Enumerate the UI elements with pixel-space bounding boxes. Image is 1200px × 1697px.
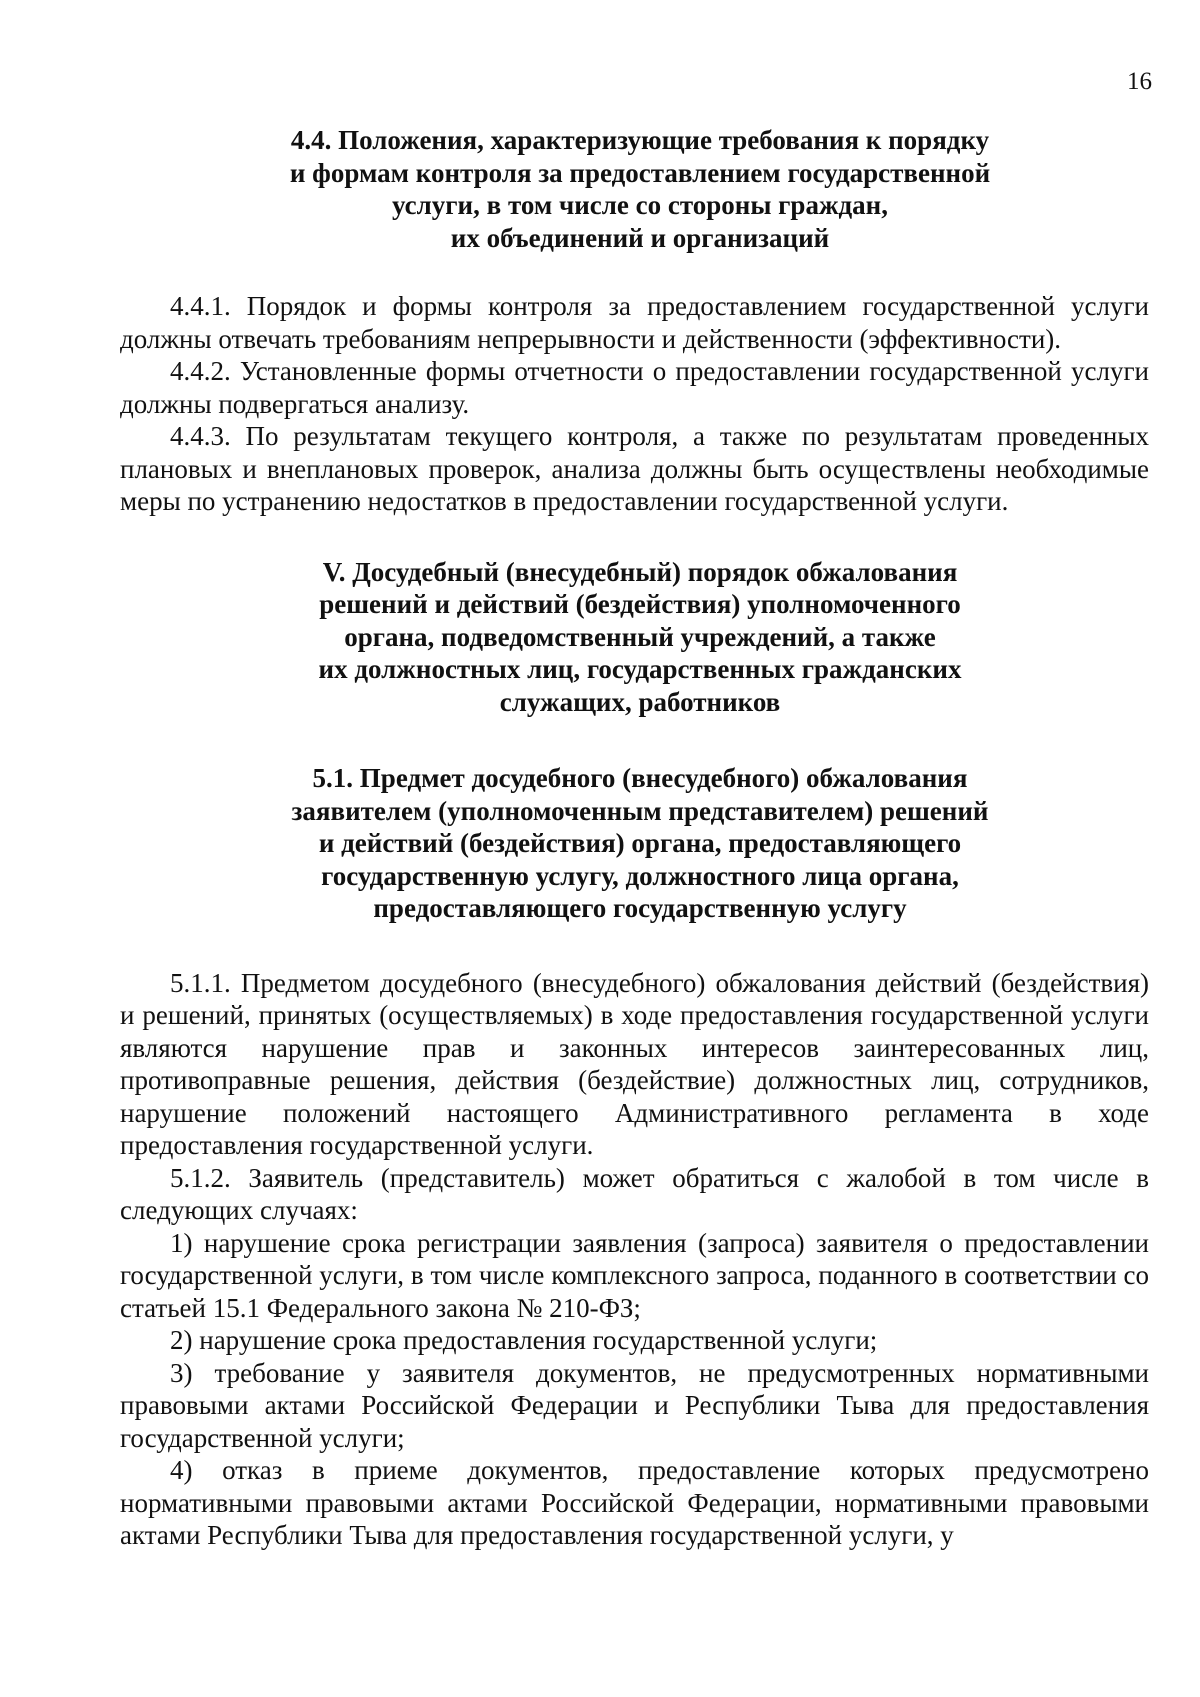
section-heading-4-4: [260, 124, 1020, 254]
heading-line: их объединений и организаций: [450, 222, 830, 253]
section-heading-V: [260, 556, 1020, 719]
heading-line: и формам контроля за предоставлением государственной: [289, 157, 991, 188]
heading-line: органа, подведомственный учреждений, а также: [344, 621, 936, 652]
paragraph-5-1-1: 5.1.1. Предметом досудебного (внесудебного) обжалования действий (бездействия) и решений, принятых (осуществляемых) в ходе предоставления государственной услуги являются нарушение прав и законных интересов заинтересованных лиц, противоправные решения, действия (бездействие) должностных лиц, сотрудников, нарушение положений настоящего Административного регламента в ходе предоставления государственной услуги.: [120, 967, 1149, 1160]
heading-line: и действий (бездействия) органа, предоставляющего: [318, 828, 962, 858]
heading-line: государственную услугу, должностного лица органа,: [321, 860, 959, 891]
heading-line: решений и действий (бездействия) уполномоченного: [319, 589, 961, 619]
heading-line: служащих, работников: [499, 686, 781, 717]
paragraph-4-4-3: 4.4.3. По результатам текущего контроля, а также по результатам проведенных плановых и внеплановых проверок, анализа должны быть осуществлены необходимые меры по устранению недостатков в предоставлении государственной услуги.: [120, 421, 1149, 516]
heading-line: предоставляющего государственную услугу: [373, 893, 907, 923]
heading-line: услуги, в том числе со стороны граждан,: [392, 190, 888, 220]
heading-line: их должностных лиц, государственных гражданских: [318, 654, 962, 684]
list-item-2: 2) нарушение срока предоставления государственной услуги;: [170, 1325, 878, 1355]
heading-line: V. Досудебный (внесудебный) порядок обжалования: [322, 556, 958, 587]
page-number: 16: [1127, 68, 1152, 95]
heading-line: 5.1. Предмет досудебного (внесудебного) обжалования: [312, 763, 968, 793]
paragraph-4-4-2: 4.4.2. Установленные формы отчетности о предоставлении государственной услуги должны подвергаться анализу.: [120, 356, 1149, 419]
paragraph-4-4-1: 4.4.1. Порядок и формы контроля за предоставлением государственной услуги должны отвечать требованиям непрерывности и действенности (эффективности).: [120, 291, 1149, 354]
paragraph-5-1-2: 5.1.2. Заявитель (представитель) может обратиться с жалобой в том числе в следующих случаях:: [120, 1162, 1149, 1225]
section-heading-5-1: [260, 762, 1020, 925]
page-content: [120, 124, 1149, 1552]
heading-line: 4.4. Положения, характеризующие требования к порядку: [290, 125, 990, 155]
list-item-1: 1) нарушение срока регистрации заявления (запроса) заявителя о предоставлении государственной услуги, в том числе комплексного запроса, поданного в соответствии со статьей 15.1 Федерального закона № 210-ФЗ;: [120, 1227, 1149, 1323]
list-item-4: 4) отказ в приеме документов, предоставление которых предусмотрено нормативными правовыми актами Российской Федерации, нормативными правовыми актами Республики Тыва для предоставления государственной услуги, у: [120, 1455, 1149, 1550]
heading-line: заявителем (уполномоченным представителем) решений: [291, 795, 989, 826]
list-item-3: 3) требование у заявителя документов, не предусмотренных нормативными правовыми актами Российской Федерации и Республики Тыва для предоставления государственной услуги;: [120, 1357, 1149, 1453]
